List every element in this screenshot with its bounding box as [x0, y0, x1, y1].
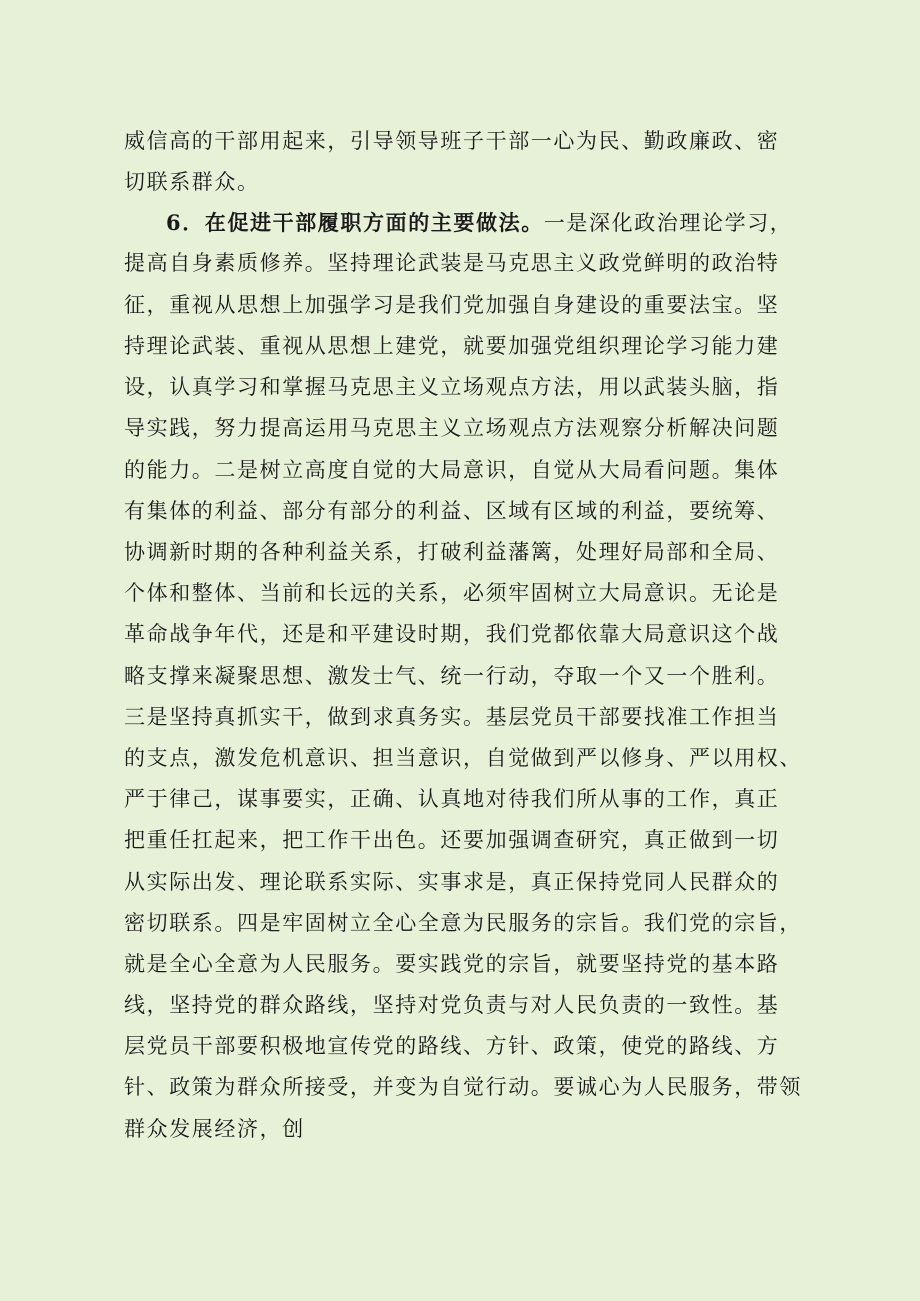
body-text-span: 一是深化政治理论学习， — [543, 211, 793, 235]
body-text-line: 从实际出发、理论联系实际、实事求是，真正保持党同人民群众的 — [124, 870, 780, 894]
body-text-line: 个体和整体、当前和长远的关系，必须牢固树立大局意识。无论是 — [124, 581, 780, 605]
body-text-line: 严于律己，谋事要实，正确、认真地对待我们所从事的工作，真正 — [124, 787, 780, 811]
body-text-line: 导实践，努力提高运用马克思主义立场观点方法观察分析解决问题 — [124, 416, 780, 440]
body-text-line: 的能力。二是树立高度自觉的大局意识，自觉从大局看问题。集体 — [124, 458, 780, 482]
body-text-line: 层党员干部要积极地宣传党的路线、方针、政策，使党的路线、方 — [124, 1034, 780, 1058]
body-text-line: 针、政策为群众所接受，并变为自觉行动。要诚心为人民服务，带领 — [124, 1075, 802, 1099]
body-text-line: 略支撑来凝聚思想、激发士气、统一行动，夺取一个又一个胜利。 — [124, 664, 780, 688]
body-text-line: 密切联系。四是牢固树立全心全意为民服务的宗旨。我们党的宗旨， — [124, 911, 802, 935]
body-text-line: 就是全心全意为人民服务。要实践党的宗旨，就要坚持党的基本路 — [124, 952, 780, 976]
body-text-line: 设，认真学习和掌握马克思主义立场观点方法，用以武装头脑，指 — [124, 375, 780, 399]
body-text-line: 革命战争年代，还是和平建设时期，我们党都依靠大局意识这个战 — [124, 622, 780, 646]
body-text-line: 三是坚持真抓实干，做到求真务实。基层党员干部要找准工作担当 — [124, 705, 780, 729]
body-text-line: 提高自身素质修养。坚持理论武装是马克思主义政党鲜明的政治特 — [124, 251, 780, 275]
body-text-line: 切联系群众。 — [124, 170, 260, 194]
section-6-paragraph-start — [166, 212, 792, 234]
body-text-line: 的支点，激发危机意识、担当意识，自觉做到严以修身、严以用权、 — [124, 746, 802, 770]
body-text-line: 威信高的干部用起来，引导领导班子干部一心为民、勤政廉政、密 — [124, 129, 780, 153]
body-text-line: 协调新时期的各种利益关系，打破利益藩篱，处理好局部和全局、 — [124, 540, 780, 564]
section-heading: 6．在促进干部履职方面的主要做法。 — [166, 210, 544, 235]
body-text-line: 有集体的利益、部分有部分的利益、区域有区域的利益，要统筹、 — [124, 499, 780, 523]
body-text-line: 群众发展经济，创 — [124, 1117, 305, 1141]
body-text-line: 线，坚持党的群众路线，坚持对党负责与对人民负责的一致性。基 — [124, 993, 780, 1017]
body-text-line: 持理论武装、重视从思想上建党，就要加强党组织理论学习能力建 — [124, 334, 780, 358]
body-text-line: 把重任扛起来，把工作干出色。还要加强调查研究，真正做到一切 — [124, 828, 780, 852]
body-text-line: 征，重视从思想上加强学习是我们党加强自身建设的重要法宝。坚 — [124, 293, 780, 317]
